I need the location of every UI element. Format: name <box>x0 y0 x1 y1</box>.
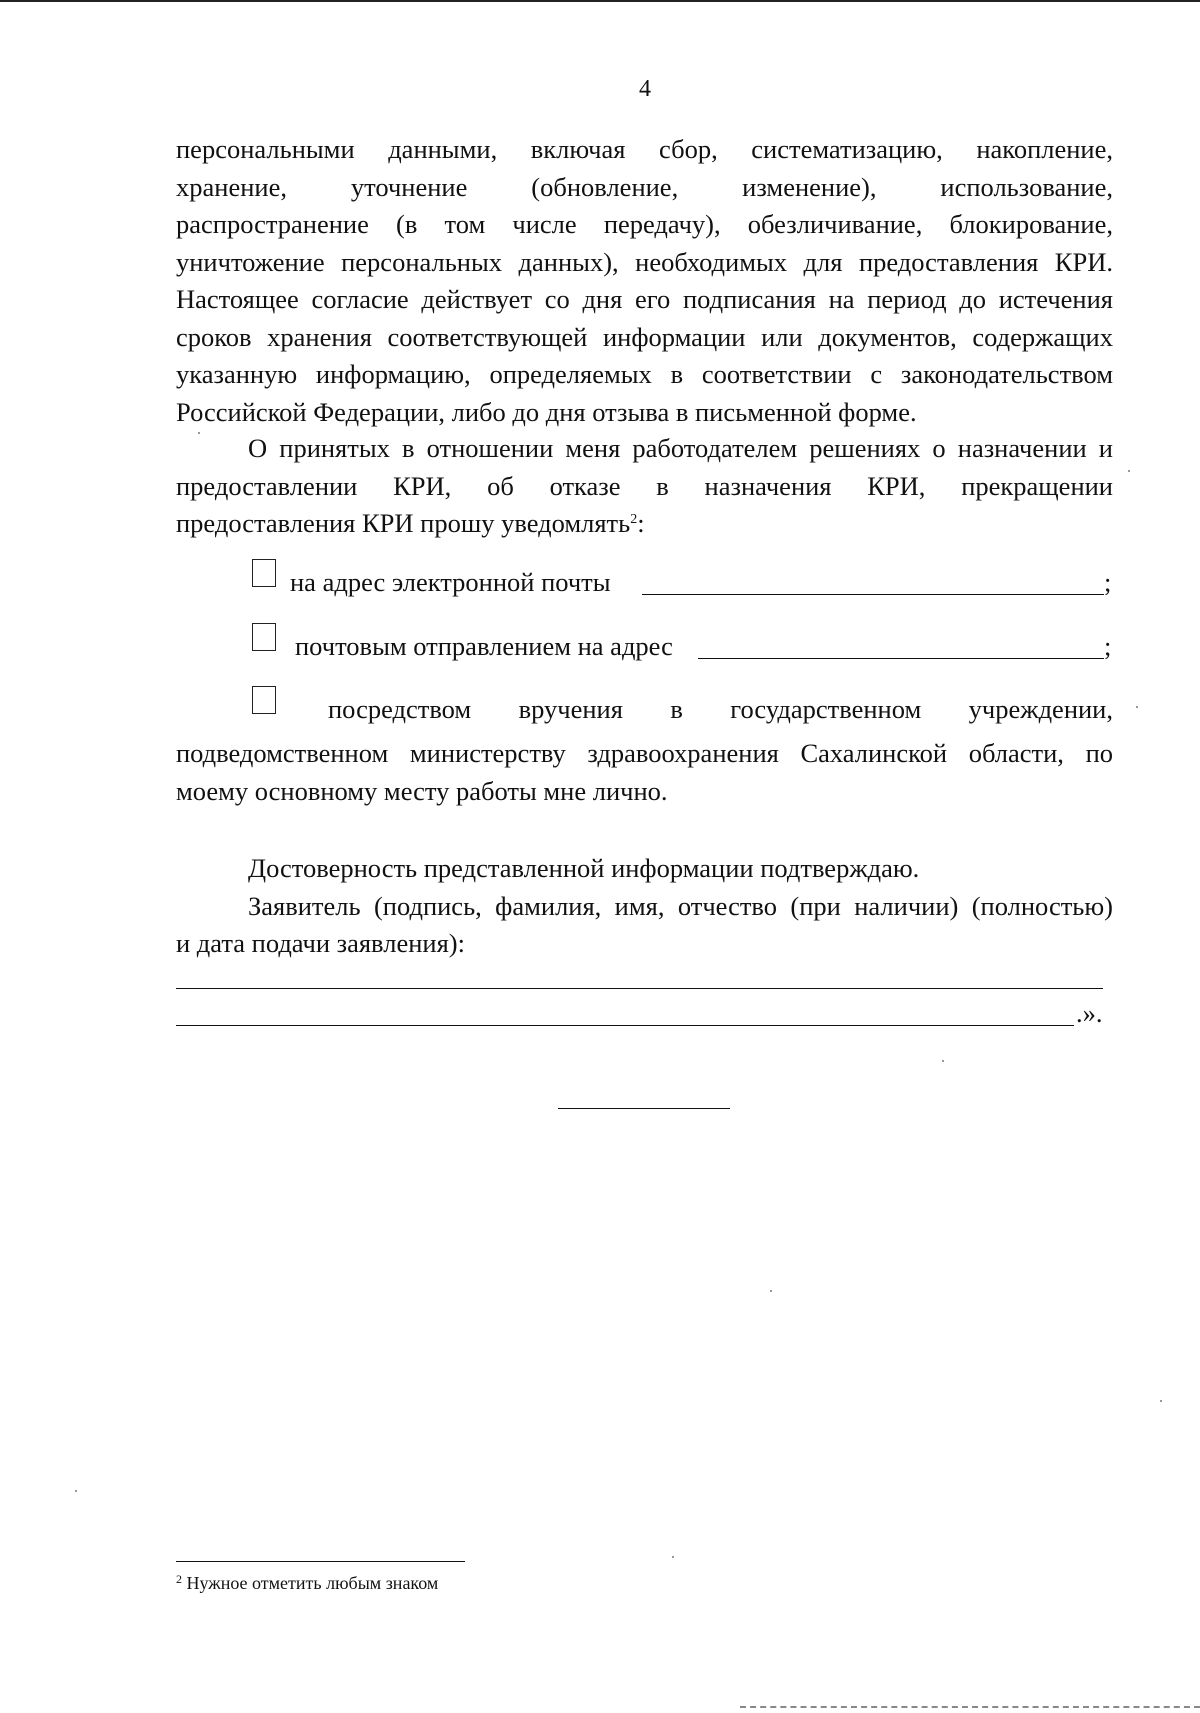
consent-line: уничтожение персональных данных), необходимых для предоставления КРИ. <box>176 246 1113 277</box>
applicant-caption-cont: и дата подачи заявления): <box>176 928 465 958</box>
notify-line-text: предоставления КРИ прошу уведомлять <box>176 508 631 538</box>
confirmation-text: Достоверность представленной информации подтверждаю. <box>248 853 920 883</box>
signature-line-1[interactable] <box>176 988 1103 989</box>
email-option-label: на адрес электронной почты <box>290 567 611 597</box>
scan-bottom-edge <box>740 1706 1200 1708</box>
notify-line-last <box>176 505 1113 543</box>
notify-line: О принятых в отношении меня работодателем решениях о назначении и <box>248 433 1113 463</box>
postal-address-field[interactable] <box>698 658 1104 659</box>
email-checkbox[interactable] <box>252 559 276 587</box>
email-field[interactable] <box>642 594 1104 595</box>
footnote <box>176 1571 438 1595</box>
in-person-checkbox[interactable] <box>252 686 276 714</box>
in-person-first-line: посредством вручения в государственном учреждении, <box>328 694 1113 724</box>
scan-speck <box>770 1290 772 1292</box>
consent-line: указанную информацию, определяемых в соответствии с законодательством <box>176 359 1113 389</box>
post-option-label: почтовым отправлением на адрес <box>295 631 673 661</box>
footnote-rule <box>176 1561 465 1562</box>
scan-speck <box>75 1490 77 1492</box>
scan-speck <box>1136 706 1138 708</box>
notify-colon: : <box>637 508 645 538</box>
email-semicolon: ; <box>1104 567 1112 597</box>
notify-line: предоставлении КРИ, об отказе в назначения КРИ, прекращении <box>176 470 1113 501</box>
signature-end-mark: .». <box>1076 998 1103 1028</box>
consent-line: персональными данными, включая сбор, систематизацию, накопление, <box>176 134 1113 164</box>
consent-line: Настоящее согласие действует со дня его подписания на период до истечения <box>176 284 1113 314</box>
applicant-block <box>176 850 1113 963</box>
consent-line: сроков хранения соответствующей информации или документов, содержащих <box>176 321 1113 352</box>
scan-speck <box>1160 1400 1162 1402</box>
section-end-rule <box>558 1108 730 1109</box>
scan-speck <box>942 1060 944 1062</box>
in-person-first-line-wrap <box>328 691 1113 728</box>
post-semicolon: ; <box>1104 631 1112 661</box>
footnote-mark: 2 <box>176 1572 182 1586</box>
signature-line-2[interactable] <box>176 1025 1074 1026</box>
consent-line: распространение (в том числе передачу), обезличивание, блокирование, <box>176 209 1113 239</box>
scan-top-edge <box>0 0 1200 2</box>
in-person-line: подведомственном министерству здравоохранения Сахалинской области, по <box>176 738 1113 768</box>
post-checkbox[interactable] <box>252 623 276 651</box>
consent-line: хранение, уточнение (обновление, изменение), использование, <box>176 171 1113 202</box>
in-person-line: моему основному месту работы мне лично. <box>176 775 668 806</box>
footnote-text: Нужное отметить любым знаком <box>186 1573 439 1593</box>
footnote-reference: 2 <box>630 512 638 527</box>
scan-speck <box>1128 470 1130 472</box>
consent-line: Российской Федерации, либо до дня отзыва в письменной форме. <box>176 396 917 427</box>
page-number: 4 <box>639 76 651 102</box>
in-person-paragraph <box>176 735 1113 810</box>
scan-speck <box>198 432 200 434</box>
consent-paragraph <box>176 131 1113 431</box>
notify-paragraph <box>176 430 1113 543</box>
scan-speck <box>672 1556 674 1558</box>
applicant-caption: Заявитель (подпись, фамилия, имя, отчество (при наличии) (полностью) <box>248 890 1113 921</box>
